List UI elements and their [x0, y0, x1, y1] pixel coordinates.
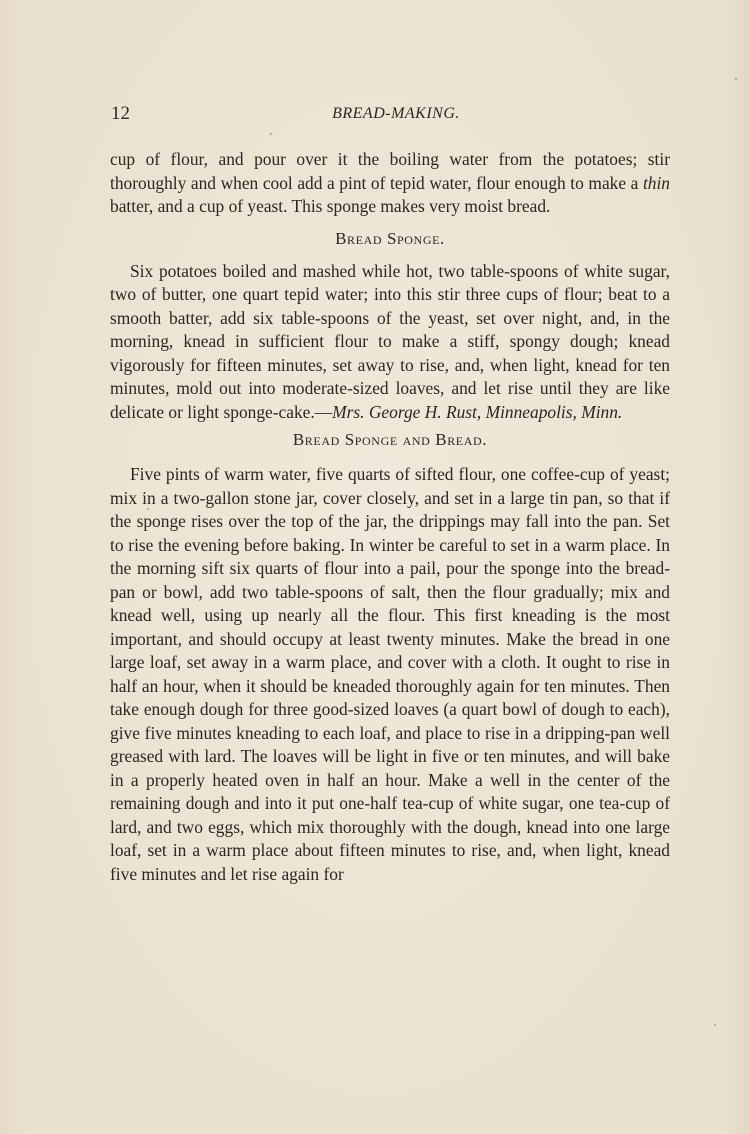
- page-number: 12: [111, 103, 130, 124]
- paper-speck: [147, 508, 149, 510]
- emphasis-text: thin: [642, 172, 670, 193]
- attribution: Mrs. George H. Rust, Minneapolis, Minn.: [332, 401, 623, 422]
- paper-speck: [270, 133, 272, 135]
- paragraph-continued: [110, 148, 670, 219]
- paragraph-text: cup of flour, and pour over it the boiling water from the potatoes; stir thoroughly and when cool add a pint of tepid water, flour enough to make a: [110, 149, 670, 193]
- page-header: [111, 103, 671, 129]
- section-heading-bread-sponge: Bread Sponge.: [335, 228, 445, 248]
- running-title: BREAD-MAKING.: [332, 105, 460, 122]
- paper-speck: [735, 78, 737, 80]
- page-body: [110, 148, 670, 886]
- paragraph-text: Six potatoes boiled and mashed while hot, two table-spoons of white sugar, two of butter, one quart tepid water; into this stir three cups of flour; beat to a smooth batter, add six table-spoons of the yeast, set over night, and, in the morning, knead in sufficient flour to make a stiff, spongy dough; knead vigorously for fifteen minutes, set away to rise, and, when light, knead for ten minutes, mold out into moderate-sized loaves, and let rise until they are like delicate or light sponge-cake.—: [110, 260, 670, 422]
- paragraph-bread-sponge: [110, 260, 670, 425]
- section-heading-bread-sponge-and-bread: Bread Sponge and Bread.: [292, 430, 488, 449]
- paragraph-text: batter, and a cup of yeast. This sponge makes very moist bread.: [110, 196, 551, 216]
- paper-speck: [714, 1024, 716, 1026]
- paragraph-bread-sponge-and-bread: Five pints of warm water, five quarts of sifted flour, one coffee-cup of yeast; mix in a two-gallon stone jar, cover closely, and set in a large tin pan, so that if the sponge rises over the top of the jar, the drippings may fall into the pan. Set to rise the evening before baking. In winter be careful to set in a warm place. In the morning sift six quarts of flour into a pail, pour the sponge into the bread-pan or bowl, add two table-spoons of salt, then the flour gradually; mix and knead well, using up nearly all the flour. This first kneading is the most important, and should occupy at least twenty minutes. Make the bread in one large loaf, set away in a warm place, and cover with a cloth. It ought to rise in half an hour, when it should be kneaded thoroughly again for ten minutes. Then take enough dough for three good-sized loaves (a quart bowl of dough to each), give five minutes kneading to each loaf, and place to rise in a dripping-pan well greased with lard. The loaves will be light in five or ten minutes, and will bake in a properly heated oven in half an hour. Make a well in the center of the remaining dough and into it put one-half tea-cup of white sugar, one tea-cup of lard, and two eggs, which mix thoroughly with the dough, knead into one large loaf, set in a warm place about fifteen minutes to rise, and, when light, knead five minutes and let rise again for: [110, 464, 670, 884]
